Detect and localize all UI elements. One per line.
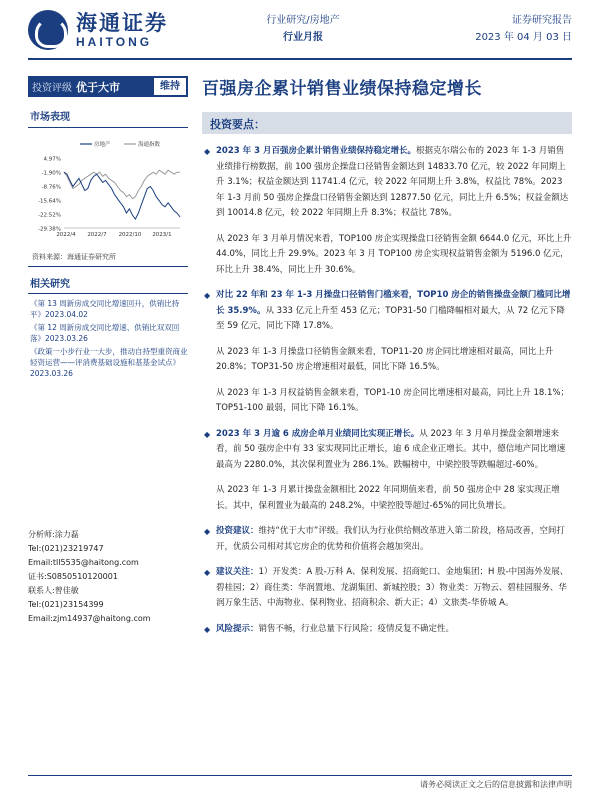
para-highlight: 对比 22 年和 23 年 1-3 月操盘口径销售门槛来看，TOP10 房企的销售操盘金额门槛同比增长 35.9%。 [216,290,571,316]
paragraph-recommendations [202,565,572,612]
key-points-title: 投资要点： [210,118,265,131]
para-text: 根据克尔瑞公布的 2023 年 1-3 月销售业绩排行榜数据，前 100 强房企操盘口径销售金额达到 14833.70 亿元，较 2022 年同期上升 3.1%；权益金额达到 11741.4 亿元，较 2022 年同期上升 3.8%，权益比 78%。2023 年 1-3 月前 50 强房企操盘口径销售金额达到 12877.50 亿元，同比上升 6.5%；权益金额达到 10014.8 亿元，较 2022 年同期上升 8.3%；权益比 78%。 [216,146,569,218]
paragraph-summary [202,144,572,222]
rating-value: 优于大市 [76,80,120,94]
legend-label: 海通指数 [138,142,161,148]
contact-email[interactable]: Email:zjm14937@haitong.com [28,614,151,623]
market-heading: 市场表现 [28,100,188,128]
report-category: 行业研究/房地产 [266,15,340,26]
logo-english-name: HAITONG [76,35,153,49]
report-label: 证券研究报告 [512,15,572,26]
rating-box [28,76,188,97]
para-text: 从 2023 年 1-3 月权益销售金额来看，TOP1-10 房企同比增速相对最高，同比上升 18.1%；TOP51-100 最弱，同比下降 16.1%。 [216,387,570,413]
haitong-logo [28,10,168,50]
paragraph-equity [202,386,572,417]
para-text: 从 2023 年 1-3 月累计操盘金额相比 2022 年同期值来看，前 50 强房企中 28 家实现正增长。其中，保利置业为最高的 248.2%，中梁控股等超过-65%的同比负增长。 [216,485,560,511]
header-divider [28,58,572,60]
paragraph-growth [202,427,572,474]
para-highlight: 建议关注： [216,567,259,577]
y-tick-label: -1.90% [41,170,61,177]
main-content [202,144,572,647]
para-text: 1）开发类：A 股-万科 A、保利发展、招商蛇口、金地集团；H 股-中国海外发展、碧桂园；2）商住类：华润置地、龙湖集团、新城控股；3）物业类：万物云、碧桂园服务、华润万象生活、中海物业、保利物业、招商积余、新大正；4）文旅类-华侨城 A。 [216,567,569,608]
para-highlight: 2023 年 3 月百强房企累计销售业绩保持稳定增长。 [216,146,416,156]
paragraph-threshold [202,288,572,335]
para-text: 销售不畅，行业总量下行风险；疫情反复不确定性。 [258,623,455,634]
y-tick-label: -15.64% [38,198,61,205]
haitong-logo-icon [28,10,68,50]
analyst-tel: Tel:(021)23219747 [28,544,104,553]
footer-divider [28,775,572,776]
chart-source: 资料来源：海通证券研究所 [28,252,188,267]
paragraph-operating [202,345,572,376]
related-list [28,294,188,379]
paragraph-cumulative [202,483,572,514]
para-text: 从 2023 年 1-3 月操盘口径销售金额来看，TOP11-20 房企同比增速相对最高，同比上升 20.8%；TOP31-50 房企增速相对最低，同比下降 16.5%。 [216,346,554,372]
legend-label: 房地产 [94,142,111,148]
x-tick-label: 2022/10 [118,232,142,238]
related-heading: 相关研究 [28,269,188,294]
para-text: 从 333 亿元上升至 453 亿元；TOP31-50 门槛降幅相对最大，从 72 亿元下降至 59 亿元，同比下降 17.8%。 [216,305,565,331]
para-text: 从 2023 年 3 月单月操盘金额增速来看，前 50 强房企中有 33 家实现同比正增长，逾 6 成企业正增长。其中，德信地产同比增速最高为 2280.0%，其次保利置业为 286.1%。跌幅榜中，中梁控股等跌幅超过-60%。 [216,428,566,470]
report-date: 2023 年 04 月 03 日 [475,32,572,43]
para-highlight: 投资建议： [216,526,259,536]
y-tick-label: -22.52% [38,212,61,219]
rating-label: 投资评级 [32,83,72,94]
related-item[interactable]: 《第 13 周新房成交同比增速回升，供销比持平》2023.04.02 [30,299,180,319]
related-item[interactable]: 《政策一小步行业一大步，推动自持型重资商业轻资运营——评消费基础设施和基基金试点》2023.03.26 [30,347,188,378]
x-tick-label: 2022/7 [87,232,107,238]
report-type: 行业月报 [283,32,323,43]
market-chart-svg [28,132,188,244]
paragraph-risks [202,622,572,638]
series-line-realestate [64,172,180,219]
footer-disclaimer: 请务必阅读正文之后的信息披露和法律声明 [420,780,572,789]
contact-name: 联系人:曾佳敏 [28,586,79,595]
paragraph-march [202,232,572,279]
key-points-banner [202,112,572,134]
logo-chinese-name: 海通证券 [76,10,168,35]
para-text: 维持“优于大市”评级。我们认为行业供给侧改革进入第二阶段，格局改善，空间打开，优质公司相对其它房企的优势和价值将会越加突出。 [216,526,565,552]
x-tick-label: 2022/4 [56,232,76,238]
x-tick-label: 2023/1 [152,232,172,238]
para-highlight: 风险提示： [216,623,259,634]
paragraph-investment-advice [202,524,572,555]
rating-change: 维持 [154,78,186,95]
contact-tel: Tel:(021)23154399 [28,600,104,609]
report-header [0,0,600,58]
analyst-email[interactable]: Email:tll5535@haitong.com [28,558,139,567]
page-title: 百强房企累计销售业绩保持稳定增长 [202,79,482,99]
para-text: 从 2023 年 3 月单月情况来看，TOP100 房企实现操盘口径销售金额 6644.0 亿元，环比上升 44.0%，同比上升 29.9%。2023 年 3 月 TOP100 房企实现权益销售金额为 5196.0 亿元，环比上升 38.4%，同比上升 30.6%。 [216,233,572,275]
analyst-name: 分析师:涂力磊 [28,530,79,539]
y-tick-label: 4.97% [43,156,61,163]
related-item[interactable]: 《第 12 周新房成交同比增速、供销比双双回落》2023.03.26 [30,323,180,343]
analyst-info [28,528,188,626]
analyst-cert: 证书:S0850510120001 [28,572,118,581]
market-chart [28,132,188,244]
y-tick-label: -8.76% [41,184,61,191]
y-tick-label: -29.38% [38,226,61,233]
sidebar [28,100,188,381]
para-highlight: 2023 年 3 月逾 6 成房企单月业绩同比实现正增长。 [216,428,420,439]
